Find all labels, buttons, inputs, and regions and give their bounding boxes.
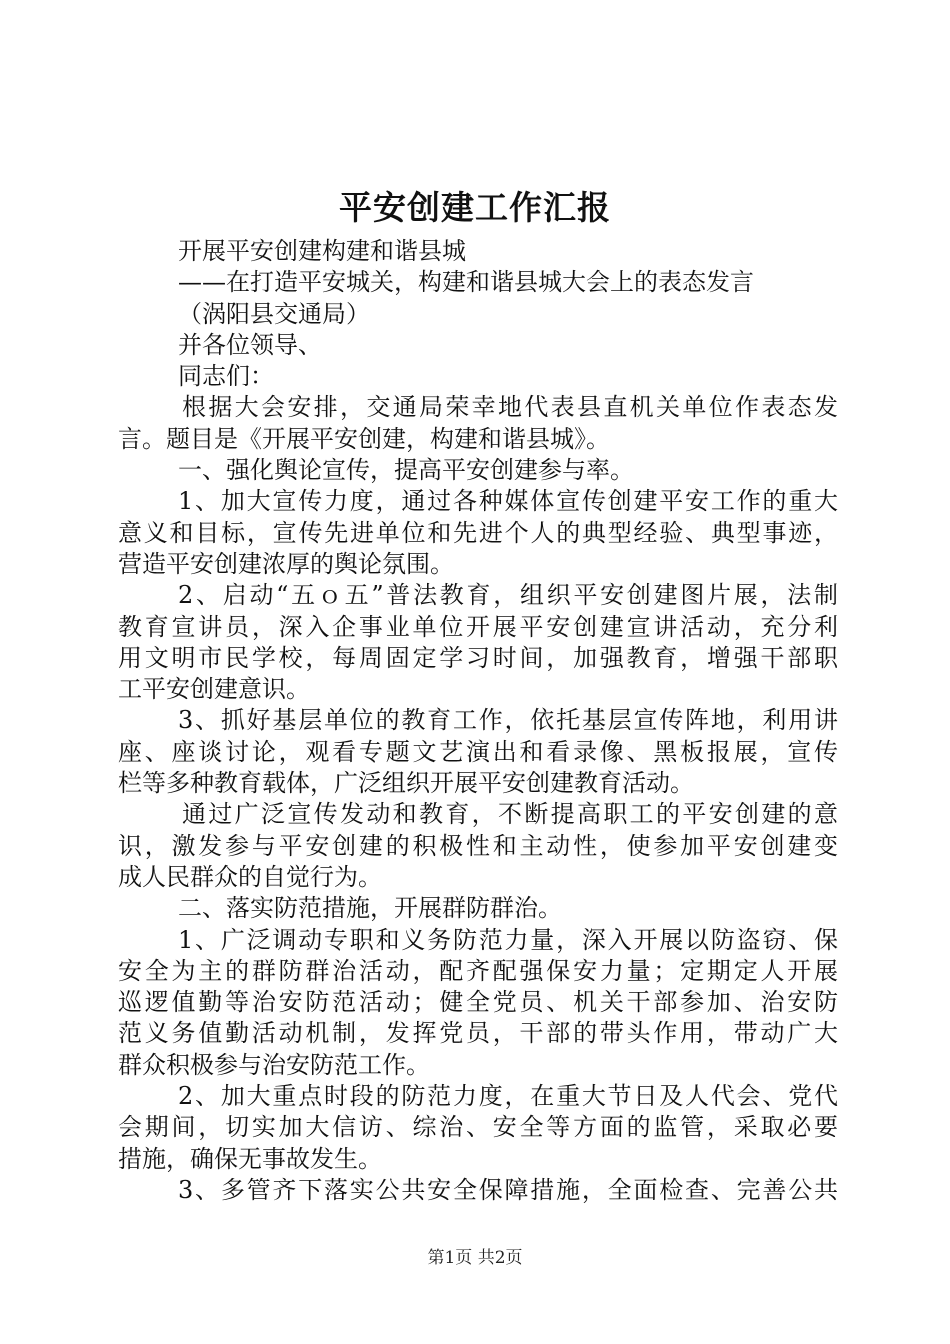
body-line: 教育宣讲员，深入企事业单位开展平安创建宣讲活动，充分利: [118, 612, 838, 641]
body-line: 3、多管齐下落实公共安全保障措施，全面检查、完善公共: [178, 1175, 838, 1204]
body-line: 开展平安创建构建和谐县城: [178, 237, 466, 265]
document-title: 平安创建工作汇报: [339, 188, 611, 227]
body-line: 用文明市民学校，每周固定学习时间，加强教育，增强干部职: [118, 643, 838, 672]
document-body: [118, 236, 838, 1206]
body-line: ——在打造平安城关，构建和谐县城大会上的表态发言: [178, 268, 754, 297]
body-line: （涡阳县交通局）: [178, 299, 370, 328]
page-footer: 第1页 共2页: [427, 1248, 523, 1268]
body-line: 二、落实防范措施，开展群防群治。: [178, 894, 562, 923]
body-line: 成人民群众的自觉行为。: [118, 862, 382, 891]
body-line: 意义和目标，宣传先进单位和先进个人的典型经验、典型事迹，: [118, 518, 838, 547]
body-line: 工平安创建意识。: [118, 675, 310, 704]
body-line: 一、强化舆论宣传，提高平安创建参与率。: [178, 456, 634, 485]
body-line: 通过广泛宣传发动和教育，不断提高职工的平安创建的意: [182, 800, 838, 829]
body-line: 范义务值勤活动机制，发挥党员，干部的带头作用，带动广大: [118, 1019, 838, 1048]
body-line: 根据大会安排，交通局荣幸地代表县直机关单位作表态发: [182, 393, 838, 422]
body-line: 言。题目是《开展平安创建，构建和谐县城》。: [118, 424, 610, 453]
body-line: 栏等多种教育载体，广泛组织开展平安创建教育活动。: [118, 769, 694, 798]
body-line: 2、启动“五ｏ五”普法教育，组织平安创建图片展，法制: [178, 581, 838, 610]
body-line: 2、加大重点时段的防范力度，在重大节日及人代会、党代: [178, 1082, 838, 1111]
body-line: 同志们：: [178, 362, 274, 391]
body-line: 识，激发参与平安创建的积极性和主动性，使参加平安创建变: [118, 831, 838, 860]
body-line: 措施，确保无事故发生。: [118, 1144, 382, 1173]
body-line: 群众积极参与治安防范工作。: [118, 1050, 430, 1079]
body-line: 3、抓好基层单位的教育工作，依托基层宣传阵地，利用讲: [178, 706, 838, 735]
body-line: 安全为主的群防群治活动，配齐配强保安力量；定期定人开展: [118, 956, 838, 985]
body-line: 巡逻值勤等治安防范活动；健全党员、机关干部参加、治安防: [118, 988, 838, 1017]
body-line: 会期间，切实加大信访、综治、安全等方面的监管，采取必要: [118, 1113, 838, 1142]
body-line: 1、加大宣传力度，通过各种媒体宣传创建平安工作的重大: [178, 487, 838, 516]
body-line: 并各位领导、: [178, 330, 322, 359]
body-line: 1、广泛调动专职和义务防范力量，深入开展以防盗窃、保: [178, 925, 838, 954]
body-line: 座、座谈讨论，观看专题文艺演出和看录像、黑板报展，宣传: [118, 737, 838, 766]
body-line: 营造平安创建浓厚的舆论氛围。: [118, 549, 454, 578]
